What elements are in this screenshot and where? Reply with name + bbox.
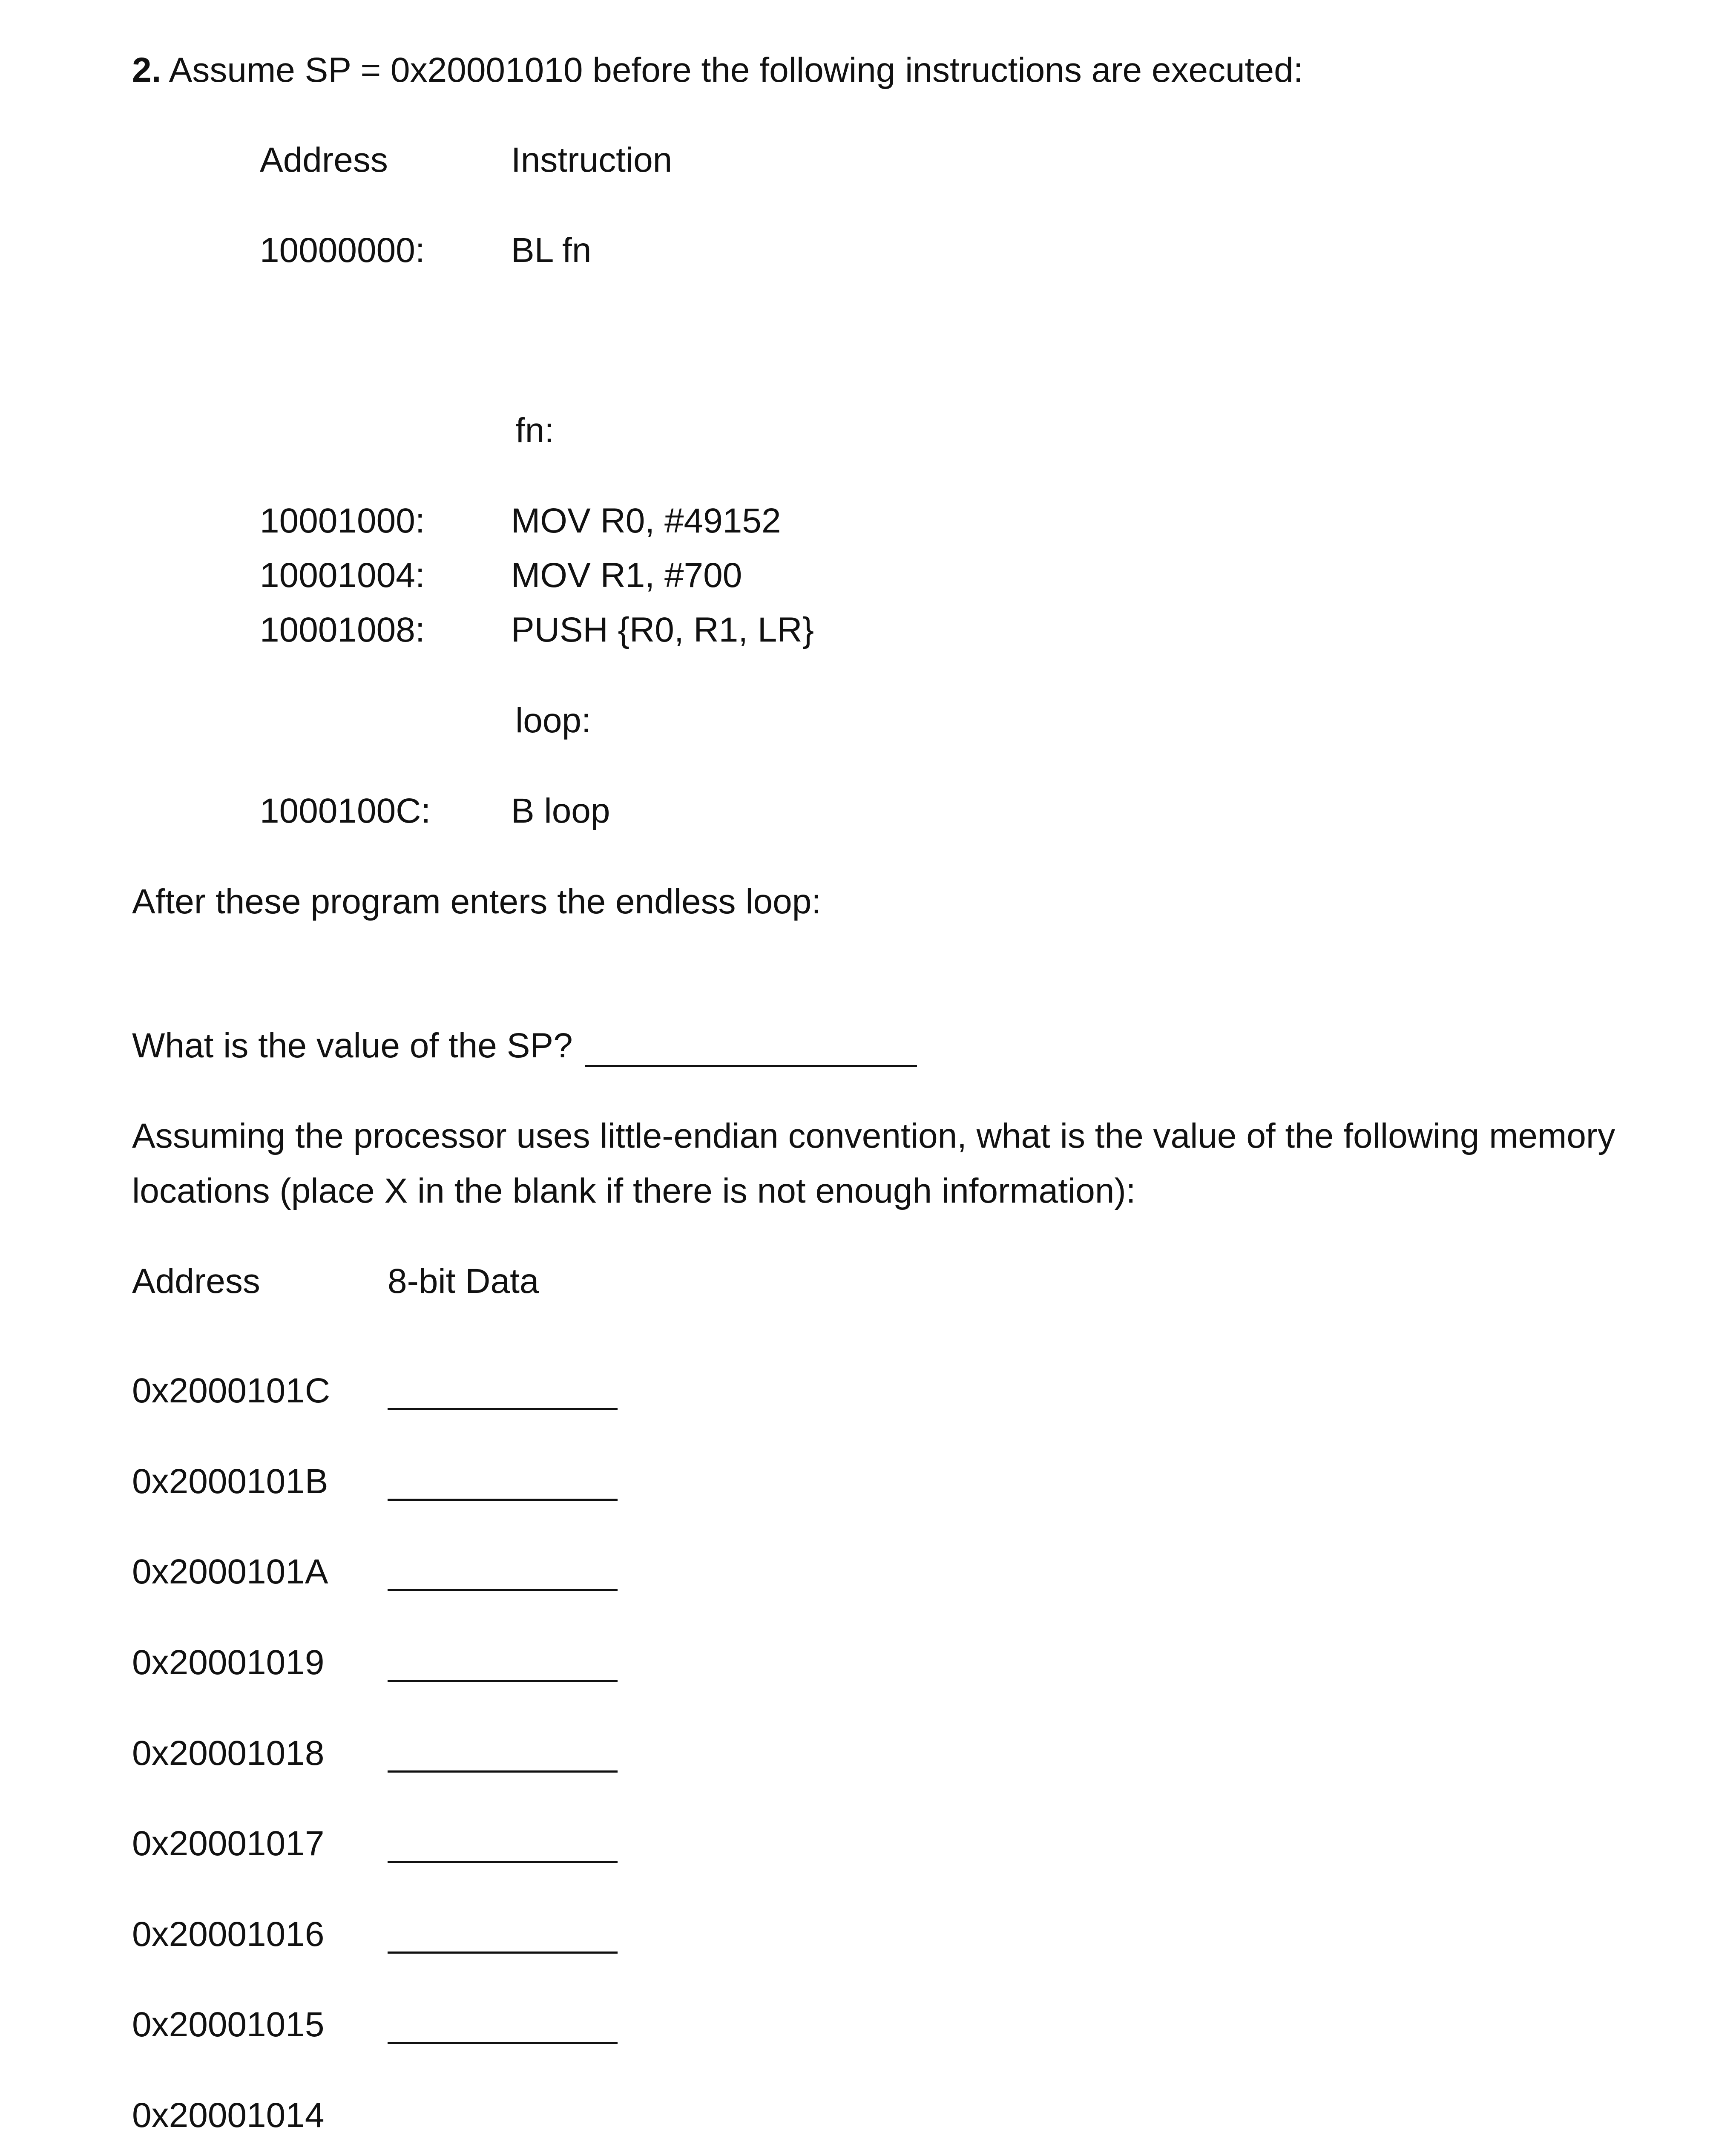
after-text: After these program enters the endless loop: [132, 882, 822, 921]
program-row-instruction: MOV R1, #700 [511, 556, 742, 595]
program-row-label: fn: [515, 411, 555, 450]
memory-row-blank[interactable] [388, 1770, 618, 1773]
memory-address-header: Address [132, 1262, 260, 1301]
program-instruction-header: Instruction [511, 141, 673, 179]
memory-row-address: 0x2000101C [132, 1371, 331, 1410]
program-row-instruction: MOV R0, #49152 [511, 501, 781, 540]
memory-row-blank[interactable] [388, 1589, 618, 1591]
memory-row-address: 0x2000101B [132, 1462, 328, 1501]
program-row-address: 1000100C: [260, 792, 431, 830]
memory-question-line1: Assuming the processor uses little-endian convention, what is the value of the following memory [132, 1117, 1615, 1155]
program-row-instruction: B loop [511, 792, 610, 830]
program-row-address: 10001000: [260, 501, 425, 540]
program-row-address: 10001008: [260, 610, 425, 649]
program-row-address: 10000000: [260, 231, 425, 270]
program-row-instruction: PUSH {R0, R1, LR} [511, 610, 814, 649]
memory-row-address: 0x20001017 [132, 1824, 325, 1863]
program-row-label: loop: [515, 701, 591, 740]
sp-question-text: What is the value of the SP? [132, 1026, 573, 1065]
program-row-instruction: BL fn [511, 231, 592, 270]
question-prompt: Assume SP = 0x20001010 before the following instructions are executed: [169, 51, 1303, 89]
memory-row-address: 0x20001016 [132, 1915, 325, 1954]
memory-row-address: 0x20001014 [132, 2096, 325, 2130]
memory-row-blank[interactable] [388, 1408, 618, 1410]
sp-answer-blank[interactable] [585, 1065, 917, 1067]
memory-row-address: 0x20001015 [132, 2005, 325, 2044]
memory-row-blank[interactable] [388, 1861, 618, 1863]
memory-row-address: 0x20001018 [132, 1734, 325, 1773]
memory-question-line2: locations (place X in the blank if there is not enough information): [132, 1172, 1136, 1210]
memory-row-address: 0x2000101A [132, 1552, 328, 1591]
program-address-header: Address [260, 141, 388, 179]
memory-row-blank[interactable] [388, 1680, 618, 1682]
program-row-address: 10001004: [260, 556, 425, 595]
memory-row-blank[interactable] [388, 1499, 618, 1501]
memory-row-blank[interactable] [388, 2042, 618, 2044]
question-number: 2. [132, 51, 161, 89]
memory-data-header: 8-bit Data [388, 1262, 539, 1301]
question-heading [132, 53, 1303, 88]
memory-row-blank[interactable] [388, 1952, 618, 1954]
memory-row-address: 0x20001019 [132, 1643, 325, 1682]
